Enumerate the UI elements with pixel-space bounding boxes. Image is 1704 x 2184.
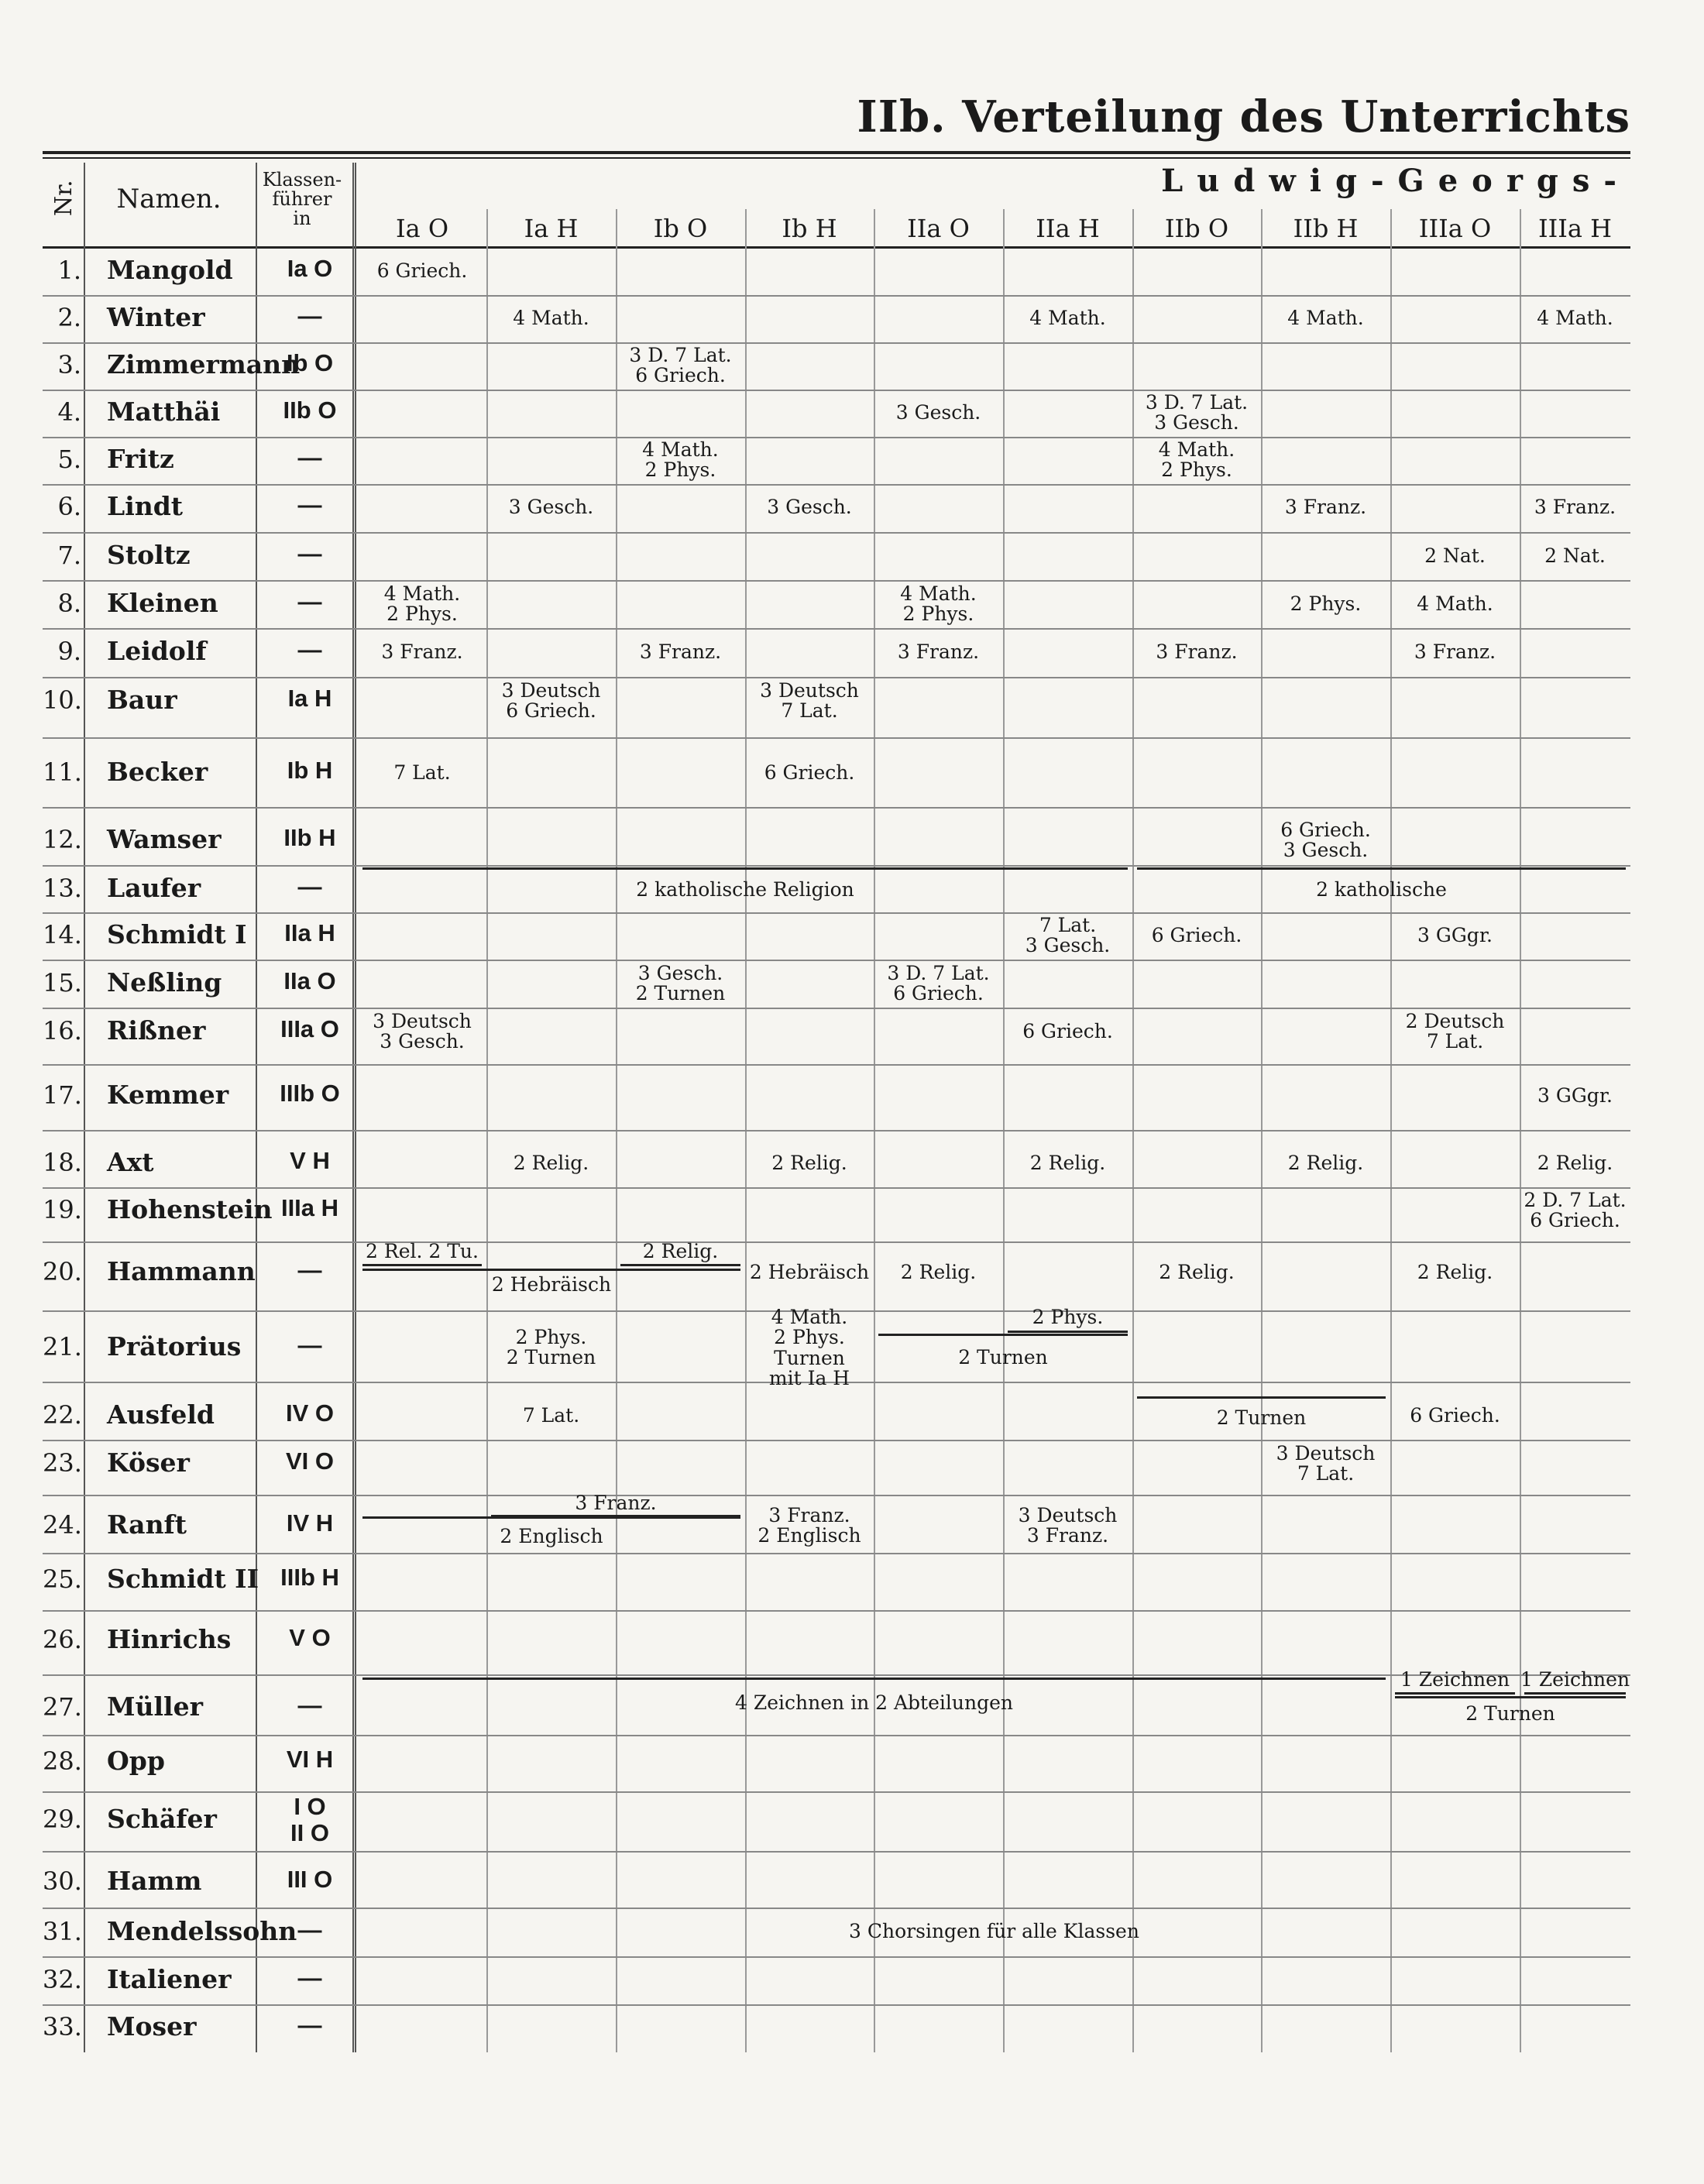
- teacher-name: Kemmer: [107, 1080, 229, 1110]
- schedule-entry: 3 Deutsch 6 Griech.: [501, 679, 601, 723]
- klassenfuehrer: —: [297, 1691, 322, 1719]
- class-header: IIIa H: [1537, 214, 1613, 243]
- span-entry-r31-chor: 3 Chorsingen für alle Klassen: [849, 1920, 1139, 1942]
- teacher-name: Prätorius: [107, 1331, 242, 1362]
- schedule-entry: 2 Relig.: [1417, 1261, 1493, 1283]
- row-number: 3.: [57, 350, 81, 379]
- klassenfuehrer: V O: [289, 1624, 331, 1651]
- row-number: 12.: [43, 825, 82, 854]
- grid-vline: [84, 163, 85, 2052]
- schedule-entry: 3 Franz.: [1156, 640, 1238, 663]
- schedule-entry: 4 Math. 2 Phys.: [642, 438, 719, 482]
- span-entry-r21-turnen: 2 Turnen: [958, 1346, 1048, 1368]
- row-number: 31.: [43, 1917, 82, 1946]
- grid-hline: [43, 807, 1630, 809]
- klassenfuehrer: V H: [290, 1147, 330, 1174]
- teacher-name: Kleinen: [107, 588, 218, 618]
- klassenfuehrer: IIa H: [284, 919, 335, 946]
- schedule-entry: 3 D. 7 Lat. 6 Griech.: [629, 344, 732, 387]
- schedule-entry: 2 Relig.: [900, 1261, 977, 1283]
- grid-hline: [43, 342, 1630, 344]
- span-entry-r24-franz: 3 Franz.: [575, 1492, 657, 1514]
- schedule-entry: 2 Relig.: [771, 1152, 847, 1174]
- class-header: IIIa O: [1418, 214, 1492, 243]
- klassenfuehrer: Ib O: [286, 349, 334, 376]
- teacher-name: Schmidt I: [107, 919, 247, 949]
- klassenfuehrer: IIIb O: [280, 1080, 340, 1107]
- row-number: 4.: [57, 397, 81, 427]
- klassenfuehrer: IV O: [285, 1399, 334, 1427]
- span-brace: [1524, 1692, 1626, 1695]
- klassenfuehrer: —: [297, 636, 322, 663]
- schedule-entry: 3 D. 7 Lat. 6 Griech.: [887, 962, 990, 1005]
- row-number: 29.: [43, 1805, 82, 1834]
- schedule-entry: 3 Deutsch 3 Gesch.: [373, 1010, 472, 1053]
- row-number: 17.: [43, 1080, 82, 1110]
- row-number: 26.: [43, 1625, 82, 1654]
- schedule-entry: 2 Relig.: [1029, 1152, 1106, 1174]
- span-entry-r27-turnen: 2 Turnen: [1465, 1702, 1555, 1725]
- page-title: IIb. Verteilung des Unterrichts: [857, 91, 1630, 143]
- grid-hline: [43, 628, 1630, 630]
- span-entry-r20-ib-o: 2 Relig.: [642, 1240, 719, 1262]
- row-number: 33.: [43, 2012, 82, 2041]
- teacher-name: Laufer: [107, 873, 201, 903]
- schedule-entry: 3 D. 7 Lat. 3 Gesch.: [1145, 391, 1249, 434]
- teacher-name: Hinrichs: [107, 1624, 232, 1654]
- class-header: Ia H: [524, 214, 579, 243]
- klassenfuehrer: Ia H: [287, 685, 332, 712]
- klassenfuehrer: IIb O: [283, 397, 337, 424]
- row-number: 8.: [57, 589, 81, 618]
- teacher-name: Ranft: [107, 1509, 187, 1540]
- klassenfuehrer: Ib H: [287, 757, 333, 784]
- teacher-name: Neßling: [107, 967, 222, 998]
- grid-hline: [43, 1610, 1630, 1612]
- row-number: 30.: [43, 1866, 82, 1896]
- class-header: Ib O: [653, 214, 708, 243]
- row-number: 25.: [43, 1564, 82, 1594]
- klassenfuehrer: IIb H: [283, 824, 336, 851]
- teacher-name: Winter: [107, 302, 205, 332]
- row-number: 16.: [43, 1016, 82, 1046]
- header-nr: Nr.: [50, 180, 77, 217]
- schedule-entry: 6 Griech.: [1022, 1020, 1113, 1042]
- class-header: IIa H: [1036, 214, 1100, 243]
- klassenfuehrer: IIIa H: [280, 1194, 339, 1221]
- header-rule: [43, 246, 1630, 249]
- teacher-name: Wamser: [107, 824, 222, 854]
- header-names: Namen.: [116, 184, 222, 215]
- teacher-name: Stoltz: [107, 540, 191, 570]
- class-header: Ia O: [395, 214, 449, 243]
- schedule-entry: 2 Nat.: [1424, 544, 1486, 567]
- schedule-entry: 2 Relig.: [513, 1152, 589, 1174]
- span-brace: [1008, 1331, 1128, 1333]
- schedule-entry: 3 GGgr.: [1537, 1084, 1613, 1107]
- schedule-entry: 2 Relig.: [1159, 1261, 1235, 1283]
- grid-hline: [43, 390, 1630, 391]
- teacher-name: Ausfeld: [107, 1399, 215, 1430]
- span-brace: [362, 1264, 482, 1266]
- grid-hline: [43, 1130, 1630, 1131]
- schedule-entry: 3 Deutsch 3 Franz.: [1018, 1504, 1118, 1547]
- grid-hline: [43, 1851, 1630, 1853]
- teacher-name: Opp: [107, 1746, 165, 1776]
- row-number: 24.: [43, 1510, 82, 1540]
- span-entry-r27-zeichnen: 4 Zeichnen in 2 Abteilungen: [735, 1691, 1013, 1714]
- span-entry-r20-ia-o: 2 Rel. 2 Tu.: [366, 1240, 479, 1262]
- klassenfuehrer: III O: [287, 1866, 333, 1893]
- teacher-name: Mangold: [107, 255, 233, 285]
- schedule-entry: 3 Franz. 2 Englisch: [758, 1504, 861, 1547]
- grid-hline: [43, 580, 1630, 582]
- row-number: 21.: [43, 1332, 82, 1362]
- row-number: 20.: [43, 1257, 82, 1286]
- span-entry-r20-heb: 2 Hebräisch: [491, 1273, 612, 1296]
- klassenfuehrer: —: [297, 1916, 322, 1943]
- klassenfuehrer: I O II O: [290, 1793, 329, 1847]
- teacher-name: Köser: [107, 1447, 190, 1478]
- row-number: 22.: [43, 1400, 82, 1430]
- span-brace: [620, 1264, 740, 1266]
- schedule-entry: 4 Math.: [513, 307, 589, 329]
- klassenfuehrer: —: [297, 873, 322, 900]
- grid-hline: [43, 737, 1630, 739]
- grid-hline: [43, 1187, 1630, 1189]
- teacher-name: Schäfer: [107, 1804, 217, 1834]
- teacher-name: Leidolf: [107, 636, 207, 666]
- teacher-name: Hamm: [107, 1866, 202, 1896]
- klassenfuehrer: —: [297, 1256, 322, 1283]
- schedule-entry: 4 Math. 2 Phys.: [900, 582, 977, 626]
- row-number: 18.: [43, 1148, 82, 1177]
- schedule-entry: 6 Griech.: [764, 761, 855, 784]
- span-brace: [1137, 1396, 1386, 1399]
- klassenfuehrer: —: [297, 2011, 322, 2038]
- grid-hline: [43, 295, 1630, 297]
- schedule-entry: 3 Gesch.: [895, 401, 981, 424]
- class-header: IIb O: [1164, 214, 1229, 243]
- span-brace: [362, 1516, 740, 1519]
- schedule-entry: 3 Gesch.: [508, 496, 594, 518]
- teacher-name: Schmidt II: [107, 1564, 259, 1594]
- class-header: IIb H: [1293, 214, 1359, 243]
- teacher-name: Hohenstein: [107, 1194, 273, 1224]
- schedule-entry: 3 Franz.: [1284, 496, 1367, 518]
- span-entry-r27-z1: 1 Zeichnen: [1400, 1668, 1510, 1691]
- schedule-entry: 3 Gesch. 2 Turnen: [635, 962, 726, 1005]
- schedule-entry: 2 Hebräisch: [749, 1261, 870, 1283]
- schedule-entry: 2 Nat.: [1544, 544, 1606, 567]
- teacher-name: Axt: [107, 1147, 154, 1177]
- teacher-name: Lindt: [107, 491, 184, 521]
- klassenfuehrer: —: [297, 1331, 322, 1358]
- schedule-entry: 2 Deutsch 7 Lat.: [1405, 1010, 1505, 1053]
- schedule-entry: 6 Griech.: [1151, 924, 1242, 946]
- klassenfuehrer: —: [297, 588, 322, 615]
- klassenfuehrer: VI O: [285, 1447, 334, 1475]
- schedule-entry: 6 Griech.: [376, 259, 468, 282]
- grid-hline: [43, 1908, 1630, 1909]
- row-number: 2.: [57, 303, 81, 332]
- schedule-entry: 4 Math. 2 Phys.: [383, 582, 461, 626]
- teacher-name: Müller: [107, 1691, 203, 1722]
- schedule-entry: 2 D. 7 Lat. 6 Griech.: [1524, 1189, 1627, 1232]
- schedule-entry: 2 Relig.: [1537, 1152, 1613, 1174]
- teacher-name: Becker: [107, 757, 208, 787]
- klassenfuehrer: IIIa O: [280, 1015, 339, 1042]
- teacher-name: Rißner: [107, 1015, 206, 1046]
- grid-hline: [43, 484, 1630, 486]
- grid-hline: [43, 1735, 1630, 1736]
- teacher-name: Mendelssohn: [107, 1916, 297, 1946]
- header-klassenfuehrer: Klassen- führer in: [262, 169, 342, 230]
- teacher-name: Zimmermann: [107, 349, 301, 379]
- span-brace: [1395, 1696, 1626, 1698]
- class-header: IIa O: [907, 214, 970, 243]
- row-number: 5.: [57, 445, 81, 474]
- grid-hline: [43, 1241, 1630, 1243]
- span-entry-r22-turnen: 2 Turnen: [1216, 1406, 1307, 1429]
- schedule-entry: 2 Phys.: [1290, 592, 1362, 615]
- grid-hline: [43, 437, 1630, 438]
- row-number: 13.: [43, 874, 82, 903]
- schedule-entry: 3 Franz.: [1414, 640, 1496, 663]
- span-entry-kath-left: 2 katholische Religion: [636, 878, 854, 901]
- grid-hline: [43, 532, 1630, 534]
- schedule-entry: 4 Math.: [1537, 307, 1613, 329]
- row-number: 11.: [43, 757, 82, 787]
- top-rule-thin: [43, 157, 1630, 159]
- klassenfuehrer: —: [297, 1964, 322, 1991]
- klassenfuehrer: IIIb H: [280, 1564, 339, 1591]
- grid-hline: [43, 960, 1630, 961]
- grid-hline: [43, 1791, 1630, 1793]
- schedule-entry: 3 Franz.: [1534, 496, 1616, 518]
- teacher-name: Moser: [107, 2011, 197, 2041]
- grid-hline: [43, 912, 1630, 914]
- schedule-entry: 4 Math.: [1287, 307, 1364, 329]
- teacher-name: Italiener: [107, 1964, 232, 1994]
- teacher-name: Matthäi: [107, 397, 221, 427]
- schedule-entry: 7 Lat.: [393, 761, 451, 784]
- teacher-name: Hammann: [107, 1256, 256, 1286]
- klassenfuehrer: —: [297, 491, 322, 518]
- grid-hline: [43, 1553, 1630, 1554]
- row-number: 23.: [43, 1448, 82, 1478]
- grid-hline: [43, 1064, 1630, 1066]
- span-brace: [1137, 867, 1626, 870]
- schedule-entry: 2 Phys. 2 Turnen: [506, 1326, 596, 1369]
- span-brace: [1395, 1692, 1515, 1695]
- schedule-entry: 6 Griech. 3 Gesch.: [1280, 819, 1371, 862]
- schedule-entry: 3 Franz.: [897, 640, 980, 663]
- klassenfuehrer: —: [297, 540, 322, 567]
- span-entry-r27-z2: 1 Zeichnen: [1520, 1668, 1630, 1691]
- row-number: 1.: [57, 256, 81, 285]
- school-header: Ludwig-Georgs-: [1161, 163, 1630, 199]
- span-entry-r21-iia-h: 2 Phys.: [1032, 1306, 1104, 1328]
- row-number: 28.: [43, 1746, 82, 1776]
- teacher-name: Baur: [107, 685, 177, 715]
- row-number: 9.: [57, 637, 81, 666]
- row-number: 7.: [57, 541, 81, 570]
- span-entry-r24-engl: 2 Englisch: [500, 1525, 603, 1547]
- span-brace: [362, 1677, 1386, 1680]
- klassenfuehrer: IIa O: [283, 967, 336, 994]
- schedule-entry: 4 Math.: [1417, 592, 1493, 615]
- grid-hline: [43, 1495, 1630, 1496]
- grid-hline: [43, 1008, 1630, 1009]
- row-number: 10.: [43, 685, 82, 715]
- grid-hline: [43, 1956, 1630, 1958]
- schedule-entry: 3 Gesch.: [767, 496, 852, 518]
- schedule-entry: 2 Relig.: [1287, 1152, 1364, 1174]
- schedule-entry: 3 Franz.: [381, 640, 463, 663]
- row-number: 32.: [43, 1965, 82, 1994]
- row-number: 14.: [43, 920, 82, 949]
- schedule-entry: 7 Lat. 3 Gesch.: [1025, 914, 1111, 957]
- grid-hline: [43, 2004, 1630, 2006]
- row-number: 15.: [43, 968, 82, 998]
- grid-hline: [43, 677, 1630, 678]
- span-entry-kath-right: 2 katholische: [1316, 878, 1447, 901]
- klassenfuehrer: VI H: [286, 1746, 334, 1773]
- schedule-entry: 4 Math. 2 Phys.: [1158, 438, 1235, 482]
- span-brace: [878, 1334, 1128, 1336]
- grid-hline: [43, 865, 1630, 867]
- span-brace: [362, 1269, 740, 1271]
- klassenfuehrer: —: [297, 302, 322, 329]
- schedule-entry: 3 Deutsch 7 Lat.: [1276, 1442, 1376, 1485]
- schedule-entry: 3 GGgr.: [1417, 924, 1493, 946]
- klassenfuehrer: IV H: [286, 1509, 334, 1537]
- schedule-entry: 6 Griech.: [1410, 1404, 1500, 1427]
- row-number: 27.: [43, 1692, 82, 1722]
- schedule-entry: 3 Franz.: [639, 640, 722, 663]
- grid-hline: [43, 1440, 1630, 1441]
- schedule-entry: 4 Math. 2 Phys. Turnen mit Ia H: [768, 1306, 850, 1389]
- teacher-name: Fritz: [107, 444, 174, 474]
- top-rule: [43, 151, 1630, 154]
- schedule-entry: 7 Lat.: [522, 1404, 580, 1427]
- klassenfuehrer: Ia O: [287, 255, 333, 282]
- klassenfuehrer: —: [297, 444, 322, 471]
- schedule-entry: 4 Math.: [1029, 307, 1106, 329]
- class-header: Ib H: [782, 214, 837, 243]
- row-number: 19.: [43, 1195, 82, 1224]
- grid-vline: [256, 163, 257, 2052]
- row-number: 6.: [57, 492, 81, 521]
- span-brace: [362, 867, 1128, 870]
- schedule-entry: 3 Deutsch 7 Lat.: [760, 679, 859, 723]
